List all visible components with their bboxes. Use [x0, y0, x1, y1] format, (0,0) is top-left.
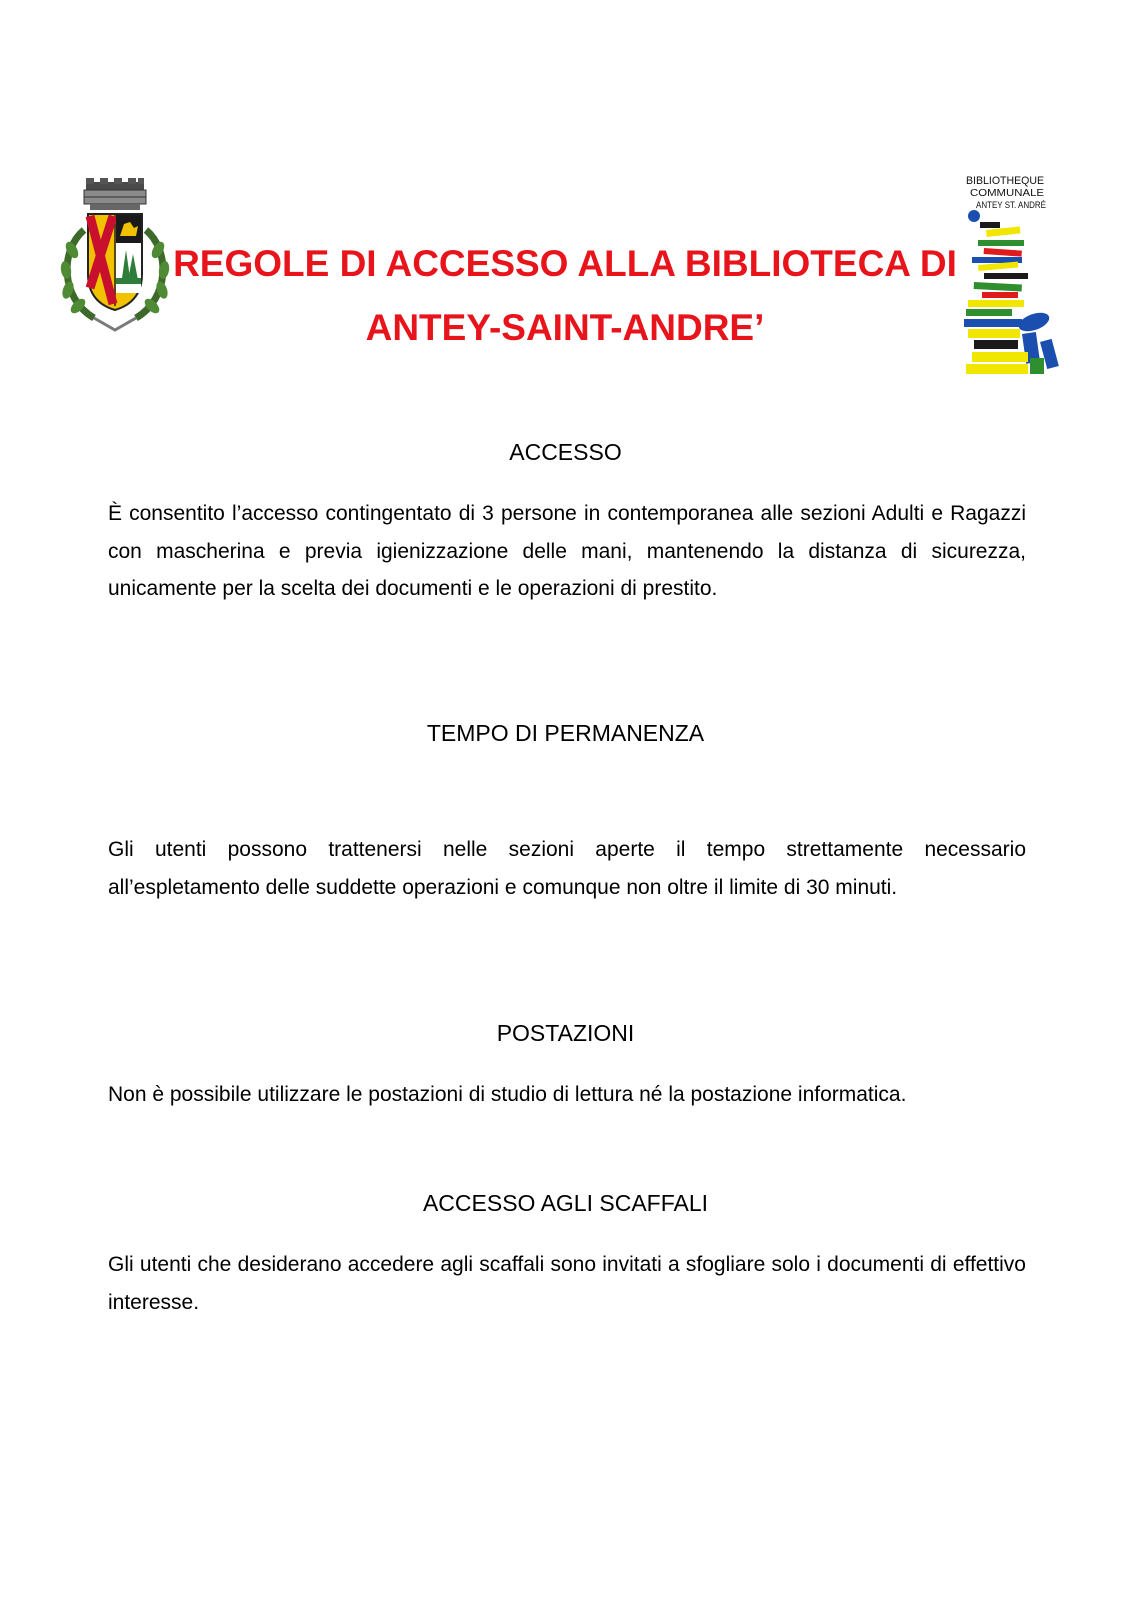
title-line-1: REGOLE DI ACCESSO ALLA BIBLIOTECA DI	[173, 243, 957, 284]
section-heading-accesso: ACCESSO	[509, 439, 622, 465]
title-line-2: ANTEY-SAINT-ANDRE’	[365, 307, 765, 348]
section-heading-postazioni: POSTAZIONI	[496, 1020, 635, 1046]
logo-text-line-2: COMMUNALE	[970, 188, 1045, 199]
section-text-postazioni: Non è possibile utilizzare le postazioni di studio di lettura né la postazione informatica.	[108, 1083, 907, 1106]
logo-text-line-1: BIBLIOTHEQUE	[966, 175, 1044, 187]
section-heading-accesso-agli-scaffali: ACCESSO AGLI SCAFFALI	[422, 1190, 709, 1216]
section-text-accesso-agli-scaffali: Gli utenti che desiderano accedere agli scaffali sono invitati a sfogliare solo i documenti di effettivo interesse.	[108, 1253, 1026, 1314]
logo-text-line-3: ANTEY ST. ANDRÉ	[976, 200, 1046, 210]
library-books-logo-icon	[964, 174, 1070, 380]
page-title	[150, 232, 980, 360]
section-text-accesso: È consentito l’accesso contingentato di 3 persone in contemporanea alle sezioni Adulti e Ragazzi con mascherina e previa igienizzazione delle mani, mantenendo la distanza di sicurezza, unicamente per la scelta dei documenti e le operazioni di prestito.	[108, 502, 1026, 600]
section-heading-tempo-di-permanenza: TEMPO DI PERMANENZA	[426, 720, 705, 746]
section-text-tempo-di-permanenza: Gli utenti possono trattenersi nelle sezioni aperte il tempo strettamente necessario all’espletamento delle suddette operazioni e comunque non oltre il limite di 30 minuti.	[108, 838, 1026, 899]
